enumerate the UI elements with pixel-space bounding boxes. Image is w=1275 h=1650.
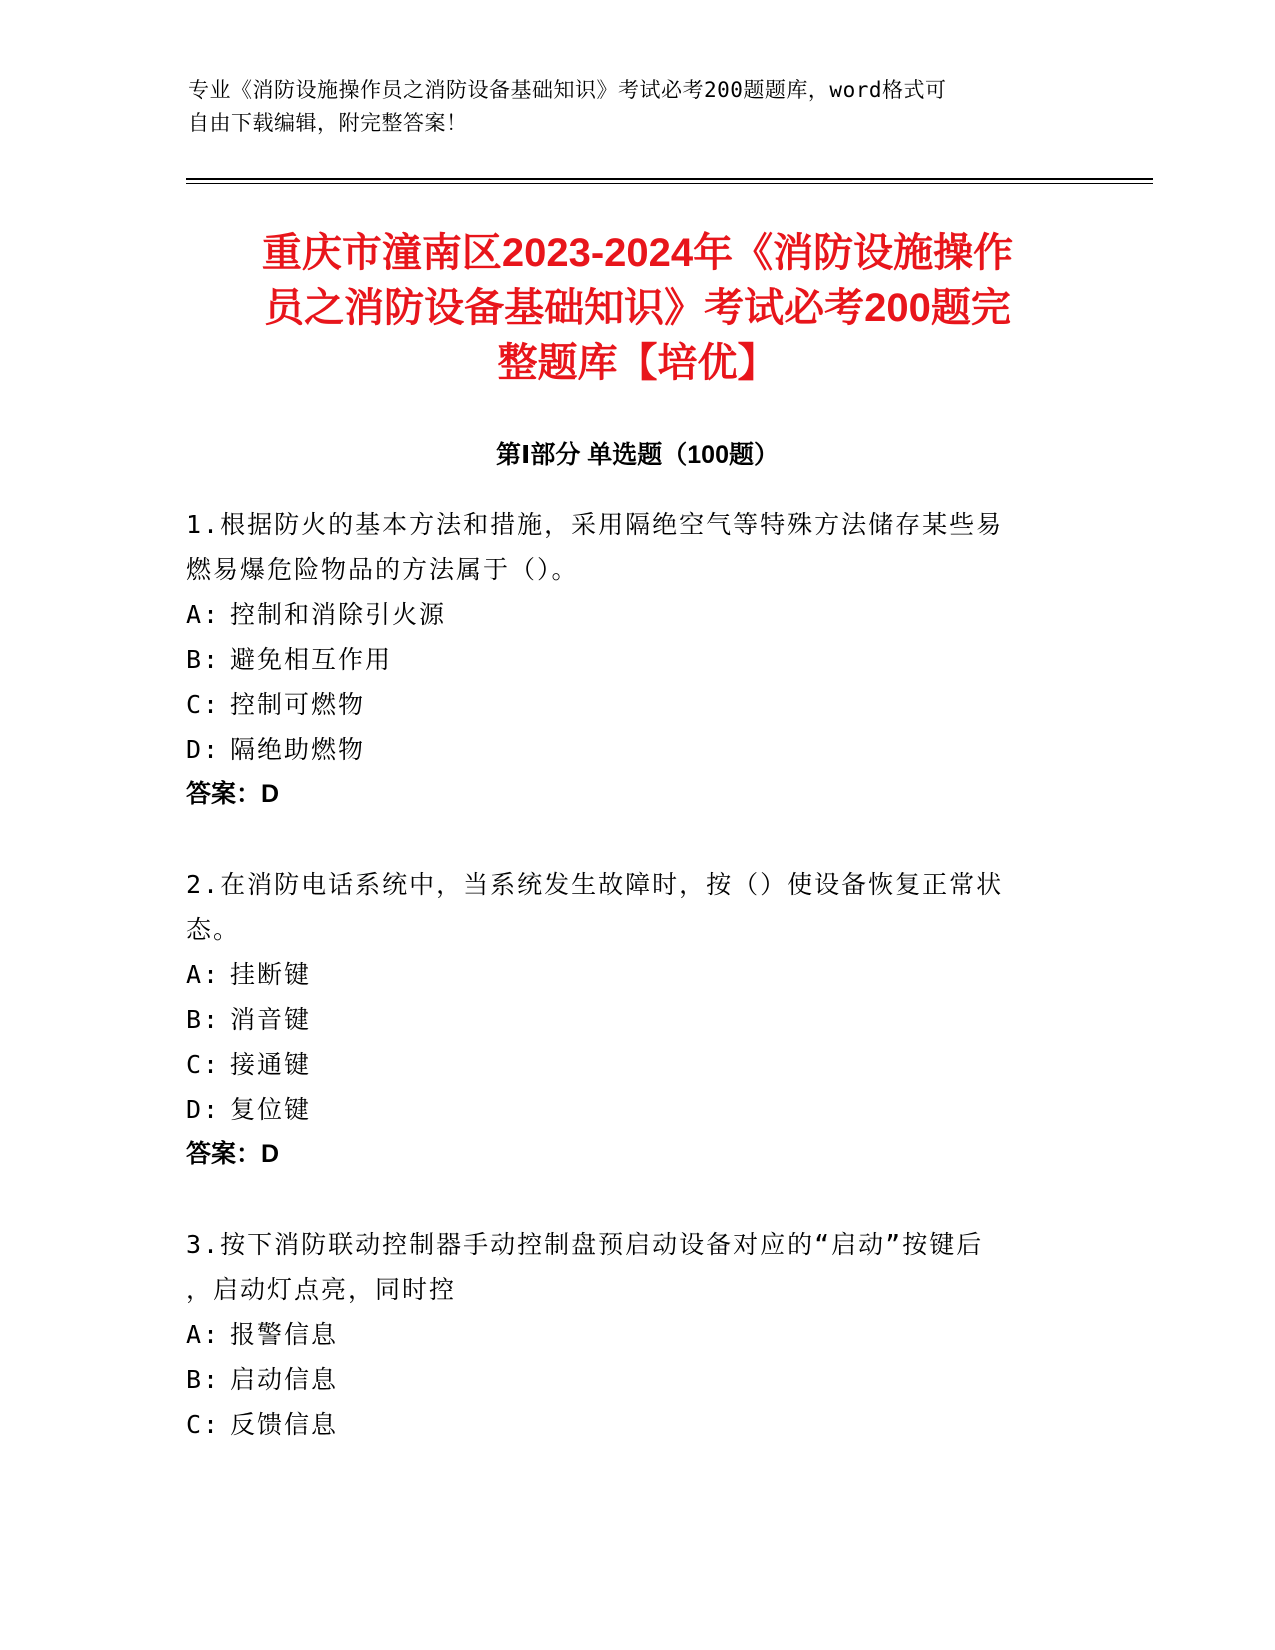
- option-text: 接通键: [230, 1050, 312, 1079]
- option-letter: D:: [186, 735, 221, 764]
- answer-line: 答案：D: [186, 1140, 280, 1168]
- option-letter: C:: [186, 690, 221, 719]
- option-letter: A:: [186, 600, 221, 629]
- question-stem-line: 态。: [186, 915, 241, 944]
- option-c: [186, 682, 1091, 727]
- header-line-1: 专业《消防设施操作员之消防设备基础知识》考试必考200题题库，word格式可: [188, 78, 947, 102]
- option-text: 隔绝助燃物: [230, 735, 366, 764]
- option-text: 启动信息: [230, 1365, 339, 1394]
- question-stem-line: 燃易爆危险物品的方法属于（）。: [186, 555, 579, 584]
- header-divider-thin: [186, 183, 1153, 184]
- answer-line: 答案：D: [186, 780, 280, 808]
- option-c: [186, 1042, 1091, 1087]
- option-c: [186, 1402, 1091, 1447]
- question-3: [186, 1222, 1091, 1447]
- option-letter: B:: [186, 1365, 221, 1394]
- question-stem-line: 2.在消防电话系统中，当系统发生故障时，按（）使设备恢复正常状: [186, 870, 1004, 899]
- header-line-2: 自由下载编辑，附完整答案！: [188, 111, 468, 135]
- option-a: [186, 1312, 1091, 1357]
- option-letter: C:: [186, 1410, 221, 1439]
- option-d: [186, 1087, 1091, 1132]
- option-a: [186, 592, 1091, 637]
- option-letter: D:: [186, 1095, 221, 1124]
- option-text: 挂断键: [230, 960, 312, 989]
- header-divider-thick: [186, 178, 1153, 180]
- title-line-2: 员之消防设备基础知识》考试必考200题完: [264, 286, 1011, 330]
- question-2: [186, 862, 1091, 1177]
- option-text: 避免相互作用: [230, 645, 393, 674]
- option-text: 反馈信息: [230, 1410, 339, 1439]
- option-b: [186, 1357, 1091, 1402]
- option-text: 报警信息: [230, 1320, 339, 1349]
- option-letter: A:: [186, 960, 221, 989]
- question-1: [186, 502, 1091, 817]
- title-line-1: 重庆市潼南区2023-2024年《消防设施操作: [261, 231, 1014, 275]
- question-stem-line: ，启动灯点亮，同时控: [186, 1275, 457, 1304]
- option-d: [186, 727, 1091, 772]
- option-letter: B:: [186, 1005, 221, 1034]
- option-a: [186, 952, 1091, 997]
- question-stem-line: 1.根据防火的基本方法和措施，采用隔绝空气等特殊方法储存某些易: [186, 510, 1004, 539]
- option-text: 控制可燃物: [230, 690, 366, 719]
- title-line-3: 整题库【培优】: [497, 341, 778, 385]
- option-text: 复位键: [230, 1095, 312, 1124]
- option-text: 控制和消除引火源: [230, 600, 447, 629]
- option-b: [186, 637, 1091, 682]
- option-b: [186, 997, 1091, 1042]
- section-heading: 第Ⅰ部分 单选题（100题）: [496, 441, 779, 469]
- option-letter: B:: [186, 645, 221, 674]
- page-header: [188, 74, 1088, 140]
- option-letter: C:: [186, 1050, 221, 1079]
- option-letter: A:: [186, 1320, 221, 1349]
- question-stem-line: 3.按下消防联动控制器手动控制盘预启动设备对应的“启动”按键后: [186, 1230, 984, 1259]
- document-title: [180, 226, 1095, 391]
- option-text: 消音键: [230, 1005, 312, 1034]
